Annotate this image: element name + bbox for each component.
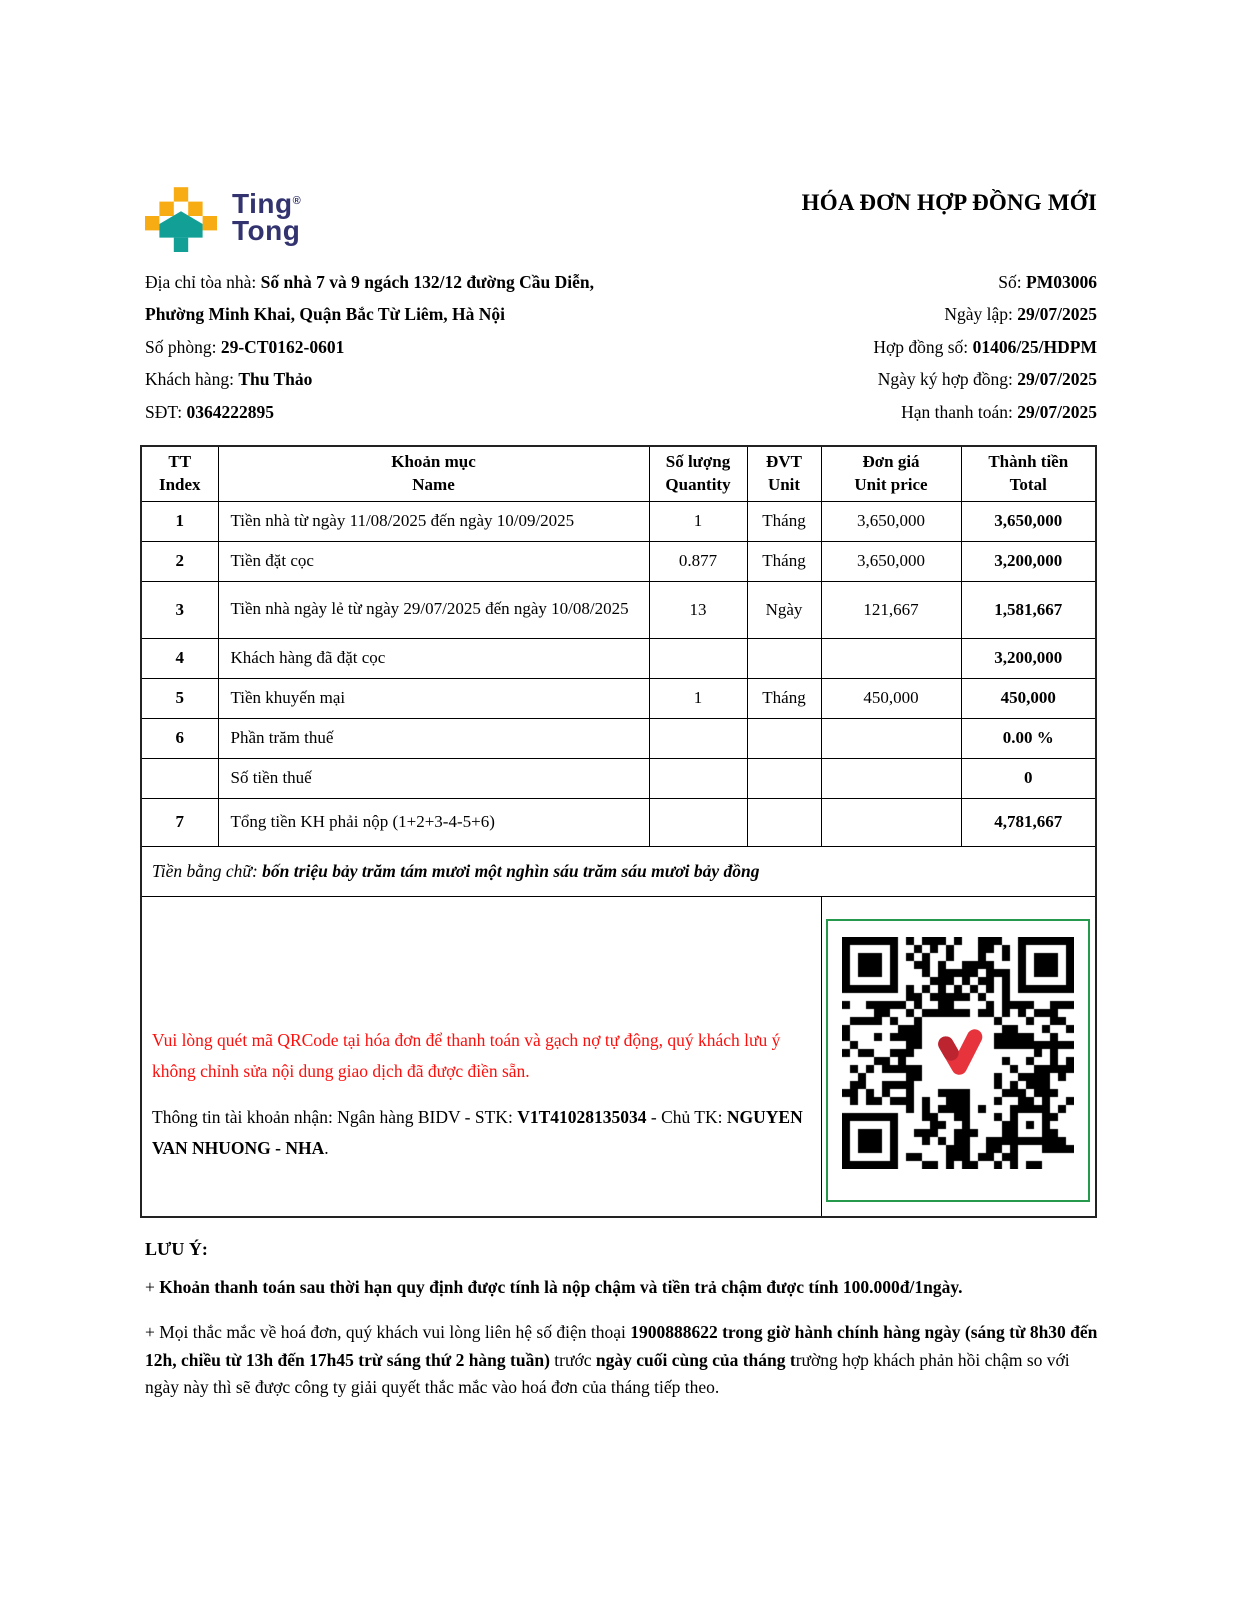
phone-label: SĐT: — [145, 401, 187, 422]
table-row: 3 Tiền nhà ngày lẻ từ ngày 29/07/2025 đến ngày 10/08/2025 13 Ngày 121,667 1,581,667 — [141, 581, 1096, 638]
registered-mark: ® — [292, 195, 302, 207]
building-info — [145, 272, 745, 434]
notes-section — [145, 1239, 1103, 1402]
contract-number-label: Hợp đồng số: — [873, 336, 973, 357]
tingtong-logo-text — [232, 184, 301, 245]
account-prefix: Thông tin tài khoản nhận: Ngân hàng BIDV - STK: — [152, 1106, 518, 1127]
table-row: Số tiền thuế 0 — [141, 758, 1096, 798]
contract-number-value: 01406/25/HDPM — [972, 336, 1097, 357]
address-value-2: Phường Minh Khai, Quận Bắc Từ Liêm, Hà Nội — [145, 304, 506, 325]
qr-cell — [821, 896, 1096, 1217]
payment-instructions-cell — [141, 896, 821, 1217]
phone-line — [145, 402, 745, 434]
contract-number-line — [677, 337, 1097, 369]
contract-date-value: 29/07/2025 — [1017, 369, 1097, 390]
invoice-meta — [677, 272, 1097, 434]
room-label: Số phòng: — [145, 336, 221, 357]
table-header-row — [141, 446, 1096, 501]
amount-in-words-row — [141, 846, 1096, 896]
col-header-unit: ĐVT Unit — [747, 446, 821, 501]
qr-warning-text: Vui lòng quét mã QRCode tại hóa đơn để thanh toán và gạch nợ tự động, quý khách lưu ý không chỉnh sửa nội dung giao dịch đã được điền sẵn. — [152, 1029, 781, 1081]
tingtong-logo-icon — [145, 184, 217, 256]
invoice-number-label: Số: — [998, 272, 1027, 292]
tingtong-logo — [145, 184, 301, 256]
late-payment-note-text: Khoản thanh toán sau thời hạn quy định được tính là nộp chậm và tiền trả chậm được tính 100.000đ/1ngày. — [159, 1277, 963, 1297]
bank-account-text: Thông tin tài khoản nhận: Ngân hàng BIDV - STK: V1T41028135034 - Chủ TK: NGUYEN VAN NHUONG - NHA. — [152, 1106, 803, 1158]
due-date-label: Hạn thanh toán: — [901, 401, 1018, 422]
issue-date-label: Ngày lập: — [944, 304, 1018, 325]
notes-heading: LƯU Ý: — [145, 1239, 208, 1259]
address-value: Số nhà 7 và 9 ngách 132/12 đường Cầu Diễn, — [260, 272, 594, 292]
payment-row — [141, 896, 1096, 1217]
address-line-1 — [145, 272, 745, 304]
due-date-value: 29/07/2025 — [1017, 401, 1097, 422]
amount-in-words-label: Tiền bằng chữ: — [152, 860, 263, 881]
col-header-index: TT Index — [141, 446, 218, 501]
account-holder: NGUYEN VAN NHUONG - NHA — [152, 1106, 803, 1158]
contract-date-label: Ngày ký hợp đồng: — [877, 369, 1018, 390]
table-row: 1 Tiền nhà từ ngày 11/08/2025 đến ngày 10/09/2025 1 Tháng 3,650,000 3,650,000 — [141, 501, 1096, 541]
table-row-grand-total: 7 Tổng tiền KH phải nộp (1+2+3-4-5+6) 4,781,667 — [141, 798, 1096, 846]
brand-line1: Ting — [232, 188, 293, 219]
brand-line2: Tong — [232, 215, 301, 247]
contract-date-line — [677, 369, 1097, 401]
invoice-number-line — [677, 272, 1097, 304]
vietqr-v-icon — [926, 1021, 990, 1085]
qr-frame — [826, 919, 1090, 1202]
customer-label: Khách hàng: — [145, 369, 239, 390]
qr-code — [842, 937, 1074, 1169]
due-date-line — [677, 402, 1097, 434]
table-row: 2 Tiền đặt cọc 0.877 Tháng 3,650,000 3,200,000 — [141, 541, 1096, 581]
invoice-number-value: PM03006 — [1026, 272, 1097, 292]
customer-value: Thu Thảo — [238, 369, 313, 390]
table-row: 5 Tiền khuyến mại 1 Tháng 450,000 450,000 — [141, 678, 1096, 718]
table-row: 6 Phần trăm thuế 0.00 % — [141, 718, 1096, 758]
address-label: Địa chỉ tòa nhà: — [145, 272, 261, 292]
phone-value: 0364222895 — [186, 401, 274, 422]
page-title: HÓA ĐƠN HỢP ĐỒNG MỚI — [801, 190, 1097, 215]
col-header-unit-price: Đơn giá Unit price — [821, 446, 961, 501]
col-header-name: Khoản mục Name — [218, 446, 649, 501]
col-header-total: Thành tiền Total — [961, 446, 1096, 501]
table-row: 4 Khách hàng đã đặt cọc 3,200,000 — [141, 638, 1096, 678]
amount-in-words-value: bốn triệu bảy trăm tám mươi một nghìn sáu trăm sáu mươi bảy đồng — [262, 860, 760, 881]
account-number: V1T41028135034 — [517, 1106, 647, 1127]
customer-line — [145, 369, 745, 401]
hotline-note: + Mọi thắc mắc về hoá đơn, quý khách vui lòng liên hệ số điện thoại 1900888622 trong giờ hành chính hàng ngày (sáng từ 8h30 đến 12h, chiều từ 13h đến 17h45 trừ sáng thứ 2 hàng tuần) trước ngày cuối cùng của tháng trường hợp khách phản hồi chậm so với ngày này thì sẽ được công ty giải quyết thắc mắc vào hoá đơn của tháng tiếp theo. — [145, 1322, 1098, 1397]
issue-date-line — [677, 304, 1097, 336]
late-payment-note: + Khoản thanh toán sau thời hạn quy định được tính là nộp chậm và tiền trả chậm được tính 100.000đ/1ngày. — [145, 1277, 963, 1297]
address-line-2 — [145, 304, 745, 336]
invoice-table — [140, 445, 1097, 1218]
room-line — [145, 337, 745, 369]
room-value: 29-CT0162-0601 — [220, 336, 345, 357]
col-header-quantity: Số lượng Quantity — [649, 446, 747, 501]
issue-date-value: 29/07/2025 — [1017, 304, 1097, 325]
